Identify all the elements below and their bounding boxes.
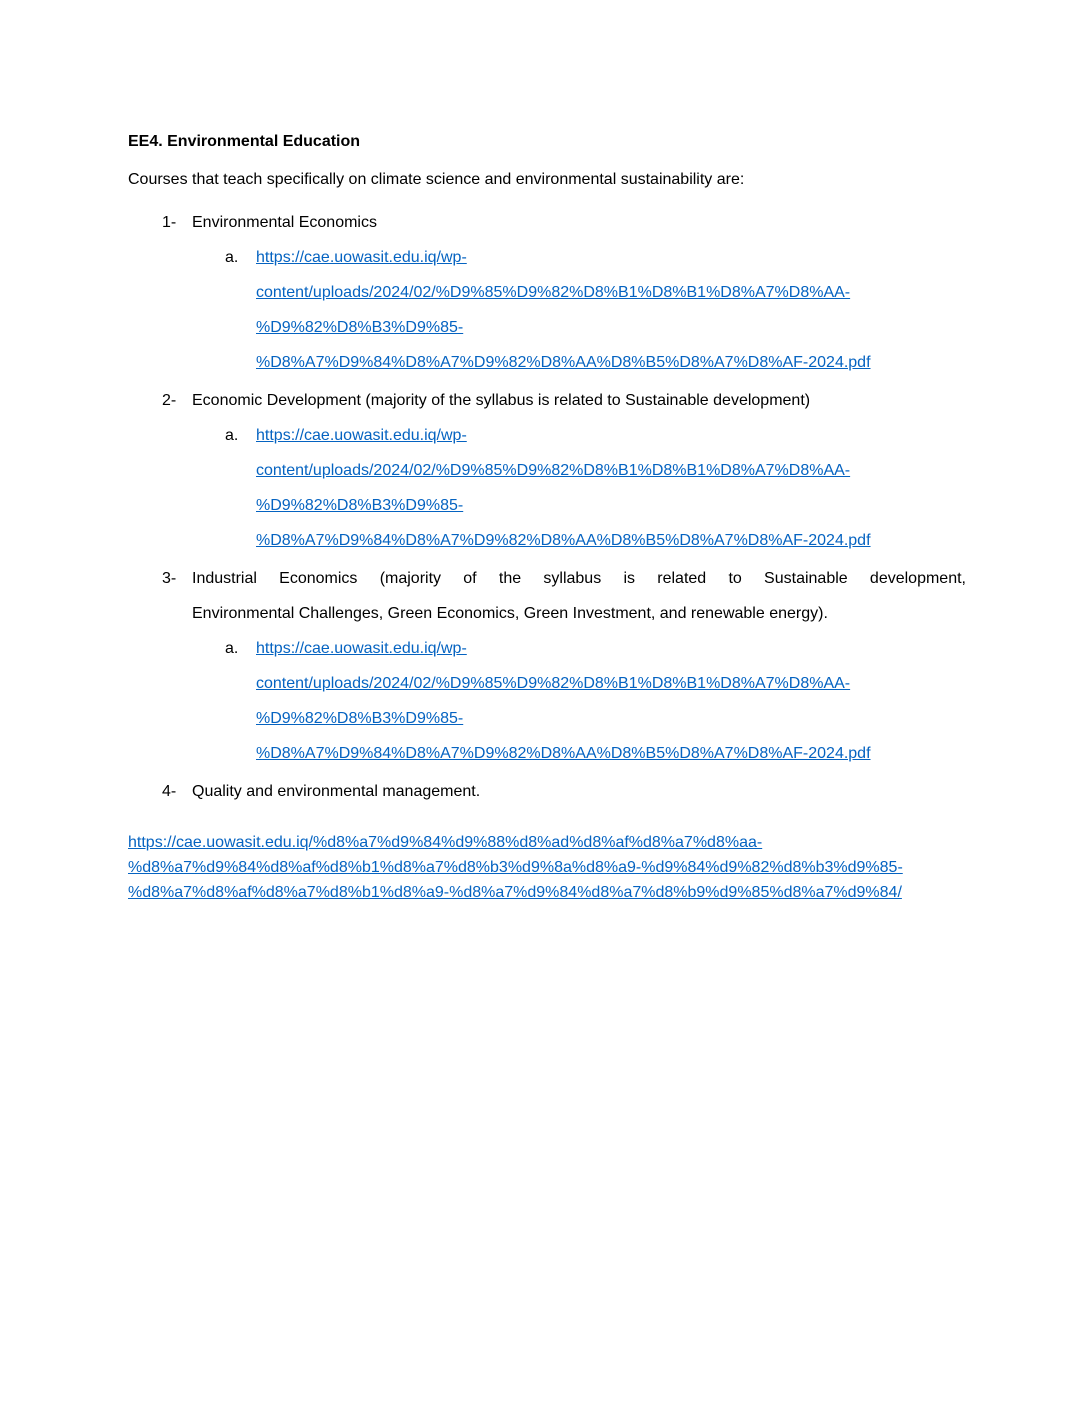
link-line[interactable]: %d8%a7%d9%84%d8%af%d8%b1%d8%a7%d8%b3%d9%8a%d8%a9-%d9%84%d9%82%d8%b3%d9%85- <box>128 859 903 876</box>
sub-item-1a-label: a. <box>225 249 239 266</box>
list-item-2-number: 2- <box>162 392 177 409</box>
list-item-2-text: Economic Development (majority of the syllabus is related to Sustainable development) <box>192 392 811 409</box>
list-item-3-text <box>192 561 966 631</box>
sub-item-3a-label: a. <box>225 640 239 657</box>
link-line[interactable]: %D8%A7%D9%84%D8%A7%D9%82%D8%AA%D8%B5%D8%A7%D8%AF-2024.pdf <box>256 354 871 371</box>
link-line[interactable]: %D9%82%D8%B3%D9%85- <box>256 319 464 336</box>
section-heading: EE4. Environmental Education <box>128 133 361 150</box>
sub-item-3a <box>128 631 966 771</box>
link-line[interactable]: content/uploads/2024/02/%D9%85%D9%82%D8%B1%D8%B1%D8%A7%D8%AA- <box>256 675 851 692</box>
link-line[interactable]: %D8%A7%D9%84%D8%A7%D9%82%D8%AA%D8%B5%D8%A7%D8%AF-2024.pdf <box>256 745 871 762</box>
pdf-hyperlink-1[interactable] <box>256 240 966 380</box>
list-item-3-text-line-2: Environmental Challenges, Green Economics, Green Investment, and renewable energy). <box>192 605 828 622</box>
link-line[interactable]: https://cae.uowasit.edu.iq/wp- <box>256 640 467 657</box>
list-item-4 <box>128 774 966 809</box>
footer-link-paragraph <box>128 830 966 905</box>
list-item-1 <box>128 205 966 240</box>
list-item-4-number: 4- <box>162 783 177 800</box>
link-line[interactable]: %D8%A7%D9%84%D8%A7%D9%82%D8%AA%D8%B5%D8%A7%D8%AF-2024.pdf <box>256 532 871 549</box>
list-item-1-text: Environmental Economics <box>192 214 377 231</box>
list-item-1-number: 1- <box>162 214 177 231</box>
sub-item-1a <box>128 240 966 380</box>
link-line[interactable]: https://cae.uowasit.edu.iq/wp- <box>256 249 467 266</box>
pdf-hyperlink-2[interactable] <box>256 418 966 558</box>
link-line[interactable]: https://cae.uowasit.edu.iq/%d8%a7%d9%84%d9%88%d8%ad%d8%af%d8%a7%d8%aa- <box>128 834 763 851</box>
list-item-3 <box>128 561 966 631</box>
list-item-3-text-line-1: Industrial Economics (majority of the syllabus is related to Sustainable development, <box>192 570 966 587</box>
list-item-3-number: 3- <box>162 570 177 587</box>
link-line[interactable]: content/uploads/2024/02/%D9%85%D9%82%D8%B1%D8%B1%D8%A7%D8%AA- <box>256 462 851 479</box>
list-item-2 <box>128 383 966 418</box>
list-item-4-text: Quality and environmental management. <box>192 783 481 800</box>
link-line[interactable]: %d8%a7%d8%af%d8%a7%d8%b1%d8%a9-%d8%a7%d9%84%d8%a7%d8%b9%d9%85%d8%a7%d9%84/ <box>128 884 902 901</box>
link-line[interactable]: %D9%82%D8%B3%D9%85- <box>256 497 464 514</box>
sub-item-2a <box>128 418 966 558</box>
sub-item-2a-label: a. <box>225 427 239 444</box>
footer-hyperlink[interactable] <box>128 830 966 905</box>
pdf-hyperlink-3[interactable] <box>256 631 966 771</box>
link-line[interactable]: %D9%82%D8%B3%D9%85- <box>256 710 464 727</box>
link-line[interactable]: content/uploads/2024/02/%D9%85%D9%82%D8%B1%D8%B1%D8%A7%D8%AA- <box>256 284 851 301</box>
intro-paragraph: Courses that teach specifically on climate science and environmental sustainability are: <box>128 171 745 188</box>
link-line[interactable]: https://cae.uowasit.edu.iq/wp- <box>256 427 467 444</box>
